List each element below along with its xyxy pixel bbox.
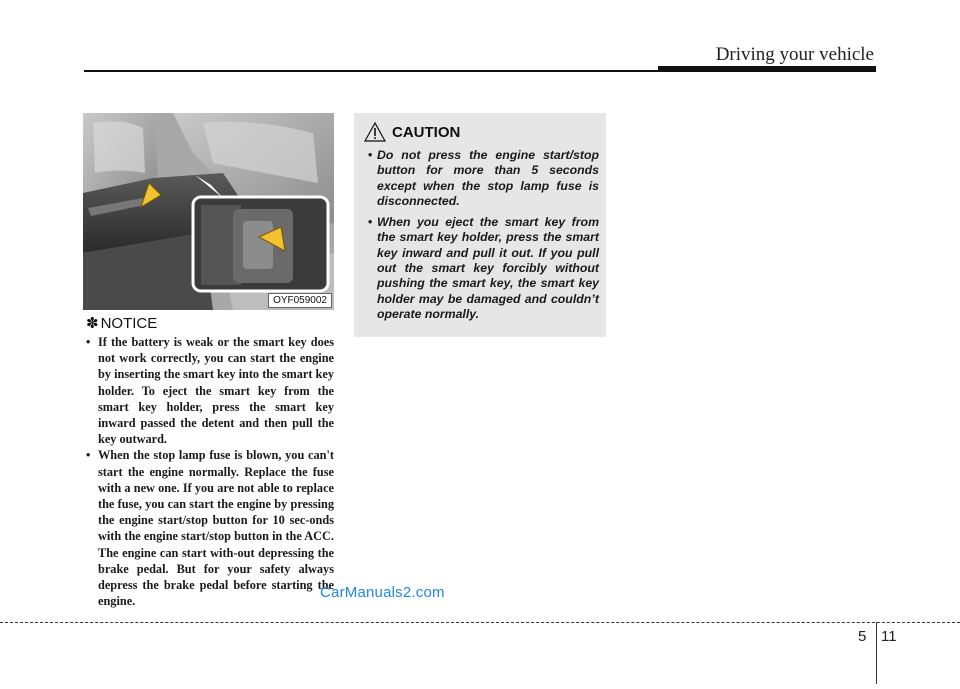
caution-header <box>364 121 460 143</box>
caution-item: • When you eject the smart key from the smart key holder, press the smart key inward and pull it out. If you pull out the smart key forcibly without pushing the smart key, the smart key holder may be damaged and couldn’t operate normally. <box>368 215 599 322</box>
caution-title: CAUTION <box>392 123 461 141</box>
header-rule-accent <box>658 66 876 72</box>
notice-title-text: NOTICE <box>100 315 158 332</box>
watermark-link[interactable]: CarManuals2.com <box>320 584 445 601</box>
notice-item: • If the battery is weak or the smart key does not work correctly, you can start the engine by inserting the smart key into the smart key holder. To eject the smart key from the smart key holder, press the smart key inward passed the detent and then pull the key outward. <box>86 334 334 447</box>
header-rule <box>84 70 658 72</box>
notice-mark-icon: ✽ <box>86 315 99 332</box>
caution-list <box>368 148 599 328</box>
footer-divider <box>876 622 877 684</box>
smart-key-holder-figure <box>83 113 334 310</box>
notice-item: • When the stop lamp fuse is blown, you can't start the engine normally. Replace the fuse with a new one. If you are not able to replace the fuse, you can start the engine by pressing the engine start/stop button for 10 sec-onds with the engine start/stop button in the ACC. The engine can start with-out depressing the brake pedal. But for your safety always depress the brake pedal before starting the engine. <box>86 447 334 609</box>
section-number: 5 <box>858 628 867 645</box>
figure-illustration <box>83 113 334 310</box>
caution-box <box>354 113 606 337</box>
header-title: Driving your vehicle <box>715 44 874 65</box>
caution-item: • Do not press the engine start/stop button for more than 5 seconds except when the stop lamp fuse is disconnected. <box>368 148 599 209</box>
notice-title <box>86 314 157 332</box>
page-number: 11 <box>881 628 897 645</box>
footer-rule <box>0 622 960 623</box>
figure-code: OYF059002 <box>268 293 332 308</box>
warning-triangle-icon <box>364 122 386 142</box>
notice-list <box>86 334 334 609</box>
